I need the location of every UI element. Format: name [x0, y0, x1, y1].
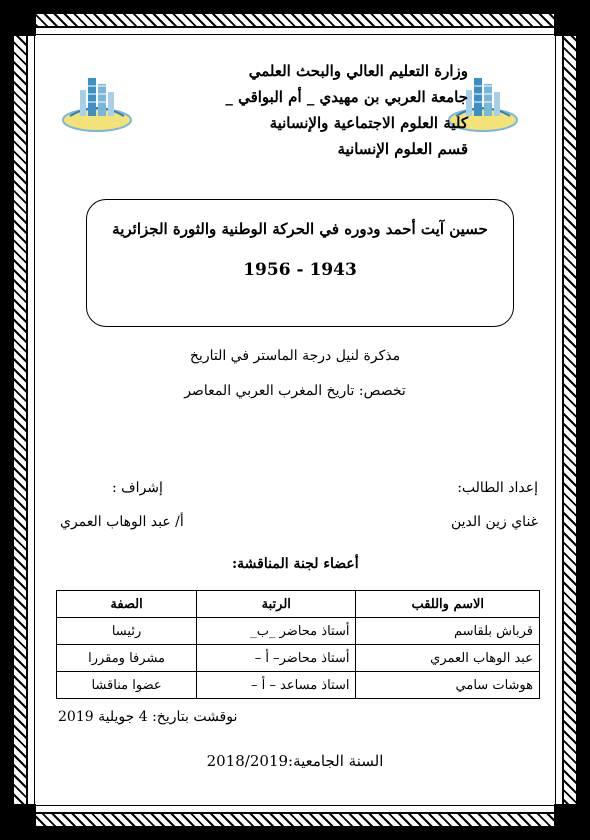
member-name: هوشات سامي [356, 672, 540, 699]
thesis-title: حسين آيت أحمد ودوره في الحركة الوطنية والثورة الجزائرية [112, 220, 488, 238]
column-header: الاسم واللقب [356, 591, 540, 618]
university-logo-left [60, 70, 134, 134]
corner-ornament [554, 10, 580, 36]
table-header-row [57, 591, 540, 618]
committee-table [56, 590, 540, 699]
corner-ornament [554, 804, 580, 830]
member-name: عبد الوهاب العمري [356, 645, 540, 672]
member-role: رئيسا [57, 618, 197, 645]
column-header: الرتبة [197, 591, 356, 618]
thesis-period: 1943 - 1956 [243, 260, 357, 280]
table-row [57, 645, 540, 672]
corner-ornament [10, 804, 36, 830]
degree-line: مذكرة لنيل درجة الماستر في التاريخ [189, 348, 401, 364]
member-rank: استاذ مساعد – أ – [197, 672, 356, 699]
committee-heading: أعضاء لجنة المناقشة: [232, 556, 359, 572]
member-name: قرباش بلقاسم [356, 618, 540, 645]
faculty-name: كلية العلوم الاجتماعية والإنسانية [269, 114, 468, 132]
academic-year: السنة الجامعية:2018/2019 [206, 752, 384, 770]
member-rank: أستاذ محاضر _ب_ [197, 618, 356, 645]
table-row [57, 672, 540, 699]
column-header: الصفة [57, 591, 197, 618]
department-name: قسم العلوم الإنسانية [337, 140, 468, 158]
corner-ornament [10, 10, 36, 36]
supervisor-name: أ/ عبد الوهاب العمري [60, 514, 184, 530]
university-name: جامعة العربي بن مهيدي _ أم البواقي _ [225, 88, 468, 106]
specialty-line: تخصص: تاريخ المغرب العربي المعاصر [184, 383, 406, 399]
student-name: غناي زين الدين [450, 514, 538, 530]
table-row [57, 618, 540, 645]
defense-date: نوقشت بتاريخ: 4 جويلية 2019 [58, 709, 238, 725]
ministry-name: وزارة التعليم العالي والبحث العلمي [248, 62, 468, 80]
member-role: عضوا مناقشا [57, 672, 197, 699]
supervisor-label: إشراف : [112, 480, 163, 496]
member-rank: أستاذ محاضر– أ – [197, 645, 356, 672]
institution-header [178, 58, 468, 162]
thesis-title-box [86, 199, 514, 327]
member-role: مشرفا ومقررا [57, 645, 197, 672]
student-label: إعداد الطالب: [457, 480, 538, 496]
